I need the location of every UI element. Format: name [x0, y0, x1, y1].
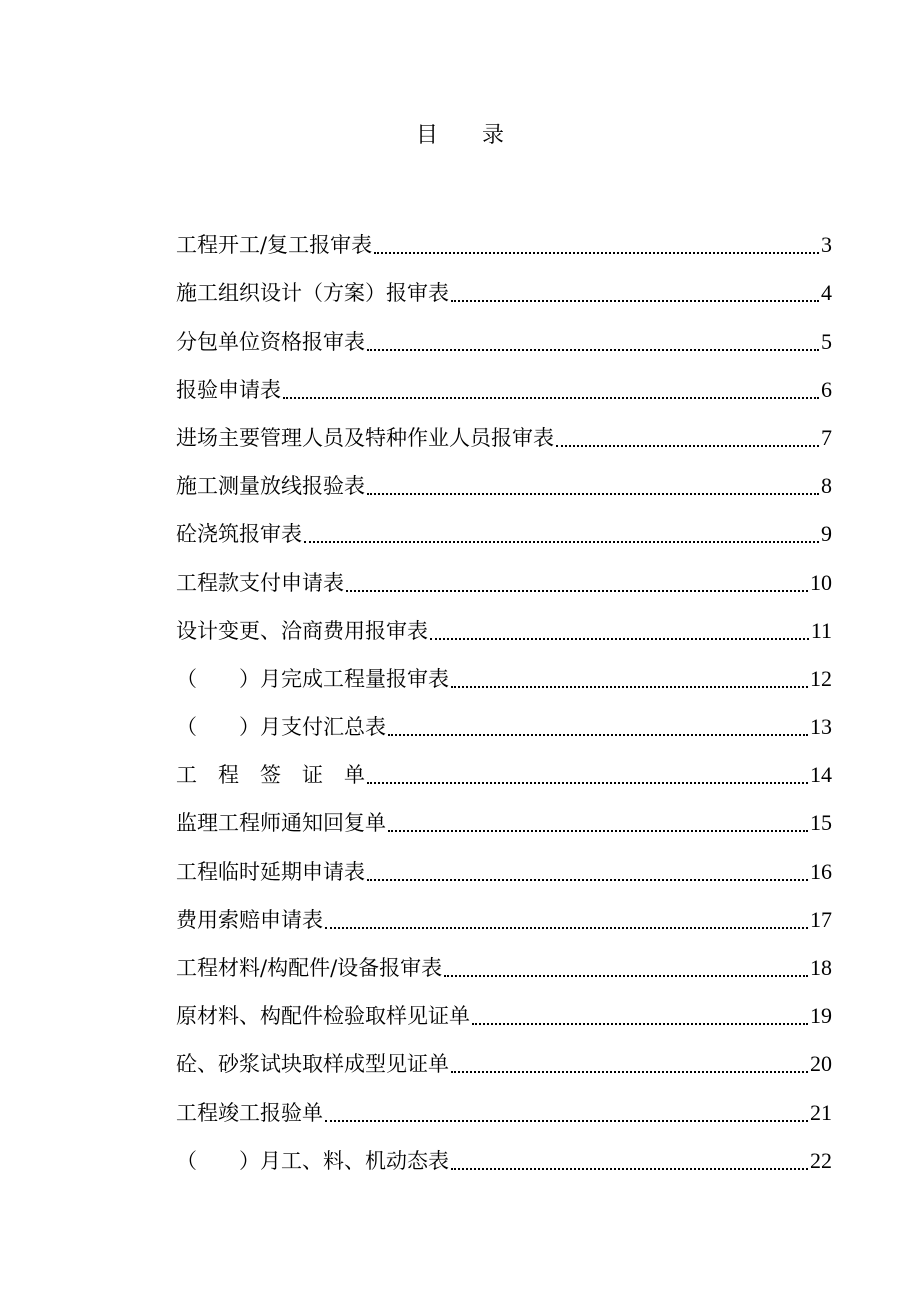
toc-entry-page: 14 — [810, 762, 832, 788]
toc-entry[interactable] — [176, 1081, 832, 1129]
toc-entry-label: 工程开工/复工报审表 — [176, 233, 373, 258]
toc-dot-leader — [556, 445, 819, 447]
toc-entry[interactable] — [176, 310, 832, 358]
toc-entry-label: 费用索赔申请表 — [176, 907, 323, 932]
toc-dot-leader — [346, 590, 808, 592]
toc-entry[interactable] — [176, 792, 832, 840]
toc-dot-leader — [367, 879, 808, 881]
toc-entry[interactable] — [176, 359, 832, 407]
toc-dot-leader — [388, 830, 808, 832]
toc-entry-label: （ ）月工、料、机动态表 — [176, 1148, 449, 1173]
toc-entry[interactable] — [176, 889, 832, 937]
toc-dot-leader — [304, 541, 819, 543]
toc-entry[interactable] — [176, 503, 832, 551]
toc-dot-leader — [367, 349, 819, 351]
toc-entry-page: 10 — [810, 569, 832, 595]
toc-dot-leader — [430, 638, 809, 640]
toc-entry-page: 19 — [810, 1003, 832, 1029]
toc-list — [176, 214, 832, 1178]
toc-entry[interactable] — [176, 696, 832, 744]
toc-entry[interactable] — [176, 600, 832, 648]
toc-entry-page: 3 — [821, 232, 832, 258]
toc-entry[interactable] — [176, 744, 832, 792]
toc-entry[interactable] — [176, 214, 832, 262]
toc-entry[interactable] — [176, 407, 832, 455]
toc-entry-page: 11 — [810, 617, 832, 643]
toc-entry-label: 进场主要管理人员及特种作业人员报审表 — [176, 425, 554, 450]
toc-entry-page: 21 — [810, 1099, 832, 1125]
toc-entry-label: 监理工程师通知回复单 — [176, 811, 386, 836]
toc-entry-label: （ ）月完成工程量报审表 — [176, 666, 449, 691]
toc-entry-label: 分包单位资格报审表 — [176, 329, 365, 354]
toc-entry[interactable] — [176, 840, 832, 888]
toc-entry-label: （ ）月支付汇总表 — [176, 715, 386, 740]
toc-entry-page: 15 — [810, 810, 832, 836]
toc-entry-label: 施工组织设计（方案）报审表 — [176, 281, 449, 306]
toc-entry[interactable] — [176, 648, 832, 696]
toc-entry-page: 20 — [810, 1051, 832, 1077]
toc-entry[interactable] — [176, 551, 832, 599]
toc-entry[interactable] — [176, 1033, 832, 1081]
toc-entry-page: 7 — [821, 424, 832, 450]
toc-entry-label: 工程款支付申请表 — [176, 570, 344, 595]
toc-entry-page: 8 — [821, 473, 832, 499]
toc-entry-label: 砼浇筑报审表 — [176, 522, 302, 547]
toc-entry-label: 报验申请表 — [176, 377, 281, 402]
toc-entry[interactable] — [176, 985, 832, 1033]
toc-dot-leader — [374, 252, 819, 254]
toc-entry-label: 工程竣工报验单 — [176, 1100, 323, 1125]
toc-entry-page: 16 — [810, 858, 832, 884]
toc-entry-page: 4 — [821, 280, 832, 306]
toc-entry-page: 18 — [810, 955, 832, 980]
toc-entry[interactable] — [176, 937, 832, 985]
toc-entry-label: 工 程 签 证 单 — [176, 763, 365, 788]
toc-dot-leader — [451, 1071, 808, 1073]
toc-dot-leader — [451, 300, 819, 302]
toc-dot-leader — [283, 397, 819, 399]
toc-dot-leader — [325, 1120, 808, 1122]
toc-entry-page: 22 — [810, 1147, 832, 1173]
toc-dot-leader — [472, 1023, 808, 1025]
toc-entry-label: 原材料、构配件检验取样见证单 — [176, 1004, 470, 1029]
toc-title: 目 录 — [415, 123, 504, 148]
toc-entry[interactable] — [176, 455, 832, 503]
toc-entry-label: 工程材料/构配件/设备报审表 — [176, 956, 443, 980]
toc-entry-label: 砼、砂浆试块取样成型见证单 — [176, 1052, 449, 1077]
toc-dot-leader — [325, 927, 808, 929]
toc-dot-leader — [444, 975, 808, 977]
toc-entry-page: 13 — [810, 714, 832, 740]
toc-entry-page: 12 — [810, 665, 832, 691]
toc-entry-page: 6 — [821, 376, 832, 402]
toc-dot-leader — [367, 782, 808, 784]
toc-dot-leader — [367, 493, 819, 495]
toc-entry[interactable] — [176, 1130, 832, 1178]
toc-dot-leader — [388, 734, 808, 736]
toc-entry-page: 9 — [821, 521, 832, 547]
toc-entry[interactable] — [176, 262, 832, 310]
toc-entry-label: 设计变更、洽商费用报审表 — [176, 618, 428, 643]
toc-dot-leader — [451, 686, 808, 688]
toc-entry-label: 工程临时延期申请表 — [176, 859, 365, 884]
toc-entry-label: 施工测量放线报验表 — [176, 474, 365, 499]
toc-dot-leader — [451, 1168, 808, 1170]
toc-entry-page: 5 — [821, 328, 832, 354]
toc-entry-page: 17 — [810, 906, 832, 932]
